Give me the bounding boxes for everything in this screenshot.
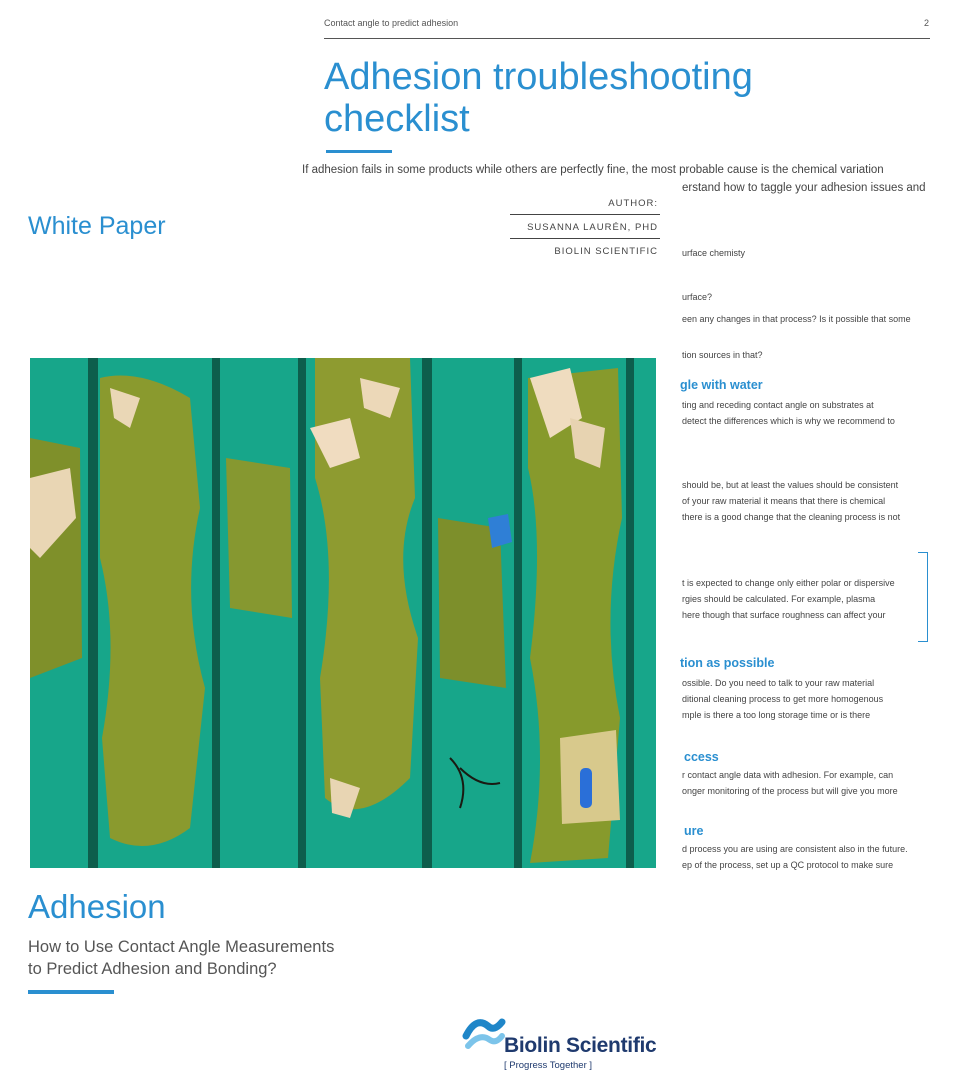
- body-line: ep of the process, set up a QC protocol to make sure: [682, 860, 894, 870]
- subtitle-line-1: How to Use Contact Angle Measurements: [28, 938, 335, 956]
- body-line: urface?: [682, 292, 713, 302]
- body-line: rgies should be calculated. For example, plasma: [682, 594, 876, 604]
- subtitle-underline: [28, 990, 114, 994]
- biolin-logo-icon: [462, 1012, 506, 1052]
- body-line: ossible. Do you need to talk to your raw material: [682, 678, 875, 688]
- peeling-paint-image: [30, 358, 656, 868]
- body-line: onger monitoring of the process but will give you more: [682, 786, 898, 796]
- author-block: [420, 196, 658, 266]
- body-line: tion sources in that?: [682, 350, 763, 360]
- page-title: [324, 56, 884, 140]
- author-rule: [510, 238, 660, 239]
- callout-bracket: [918, 552, 928, 642]
- cover-heading: Adhesion: [28, 888, 166, 925]
- title-underline: [326, 150, 392, 153]
- body-line: ting and receding contact angle on substrates at: [682, 400, 874, 410]
- section-heading: tion as possible: [680, 656, 775, 670]
- body-line: should be, but at least the values should be consistent: [682, 480, 899, 490]
- intro-text-line-1: If adhesion fails in some products while others are perfectly fine, the most probable cause is the chemical variation: [302, 164, 884, 176]
- body-line: r contact angle data with adhesion. For example, can: [682, 770, 894, 780]
- logo-tagline: [ Progress Together ]: [504, 1060, 593, 1071]
- logo-name: Biolin Scientific: [504, 1034, 657, 1057]
- body-line: here though that surface roughness can affect your: [682, 610, 886, 620]
- section-heading: gle with water: [680, 378, 763, 392]
- document-type: White Paper: [28, 212, 166, 240]
- cover-subtitle: [28, 936, 334, 980]
- body-line: ditional cleaning process to get more homogenous: [682, 694, 884, 704]
- intro-text-line-2: erstand how to taggle your adhesion issues and: [682, 182, 926, 194]
- author-organization: BIOLIN SCIENTIFIC: [554, 246, 658, 257]
- title-line-2: checklist: [324, 98, 470, 140]
- cover-photo: [30, 358, 656, 868]
- author-label: AUTHOR:: [608, 198, 658, 209]
- body-line: detect the differences which is why we recommend to: [682, 416, 895, 426]
- body-line: of your raw material it means that there is chemical: [682, 496, 886, 506]
- body-line: een any changes in that process? Is it possible that some: [682, 314, 911, 324]
- page-number: 2: [924, 18, 930, 28]
- header-rule: [324, 38, 930, 39]
- body-line: t is expected to change only either polar or dispersive: [682, 578, 895, 588]
- body-line: d process you are using are consistent also in the future.: [682, 844, 908, 854]
- section-heading: ure: [684, 824, 704, 838]
- author-rule: [510, 214, 660, 215]
- section-heading: ccess: [684, 750, 719, 764]
- body-line: there is a good change that the cleaning process is not: [682, 512, 901, 522]
- running-header: Contact angle to predict adhesion: [324, 18, 459, 28]
- author-name: SUSANNA LAURÉN, PHD: [527, 222, 658, 233]
- subtitle-line-2: to Predict Adhesion and Bonding?: [28, 960, 277, 978]
- body-line: urface chemisty: [682, 248, 746, 258]
- title-line-1: Adhesion troubleshooting: [324, 56, 753, 98]
- body-line: mple is there a too long storage time or is there: [682, 710, 871, 720]
